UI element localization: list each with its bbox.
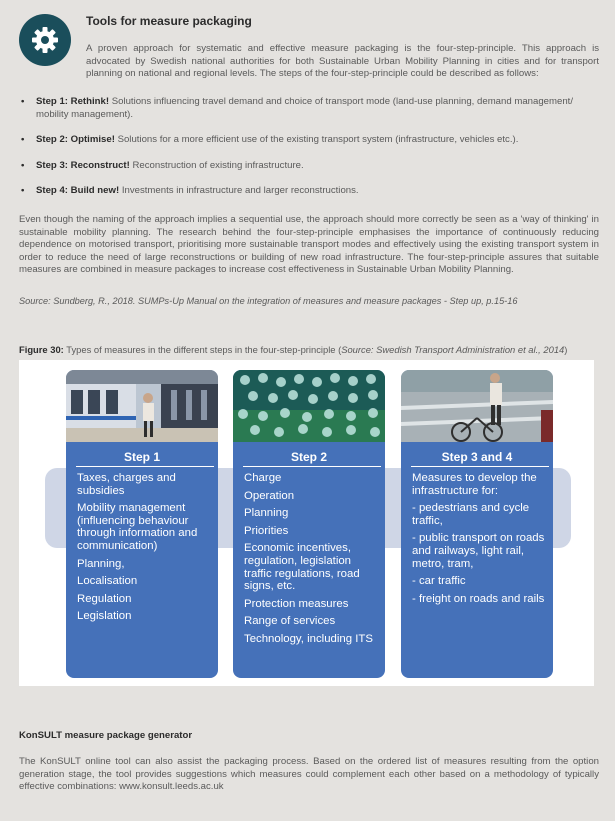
step-item-3 (19, 160, 599, 173)
panel-item: - car traffic (412, 575, 466, 588)
intro-text: A proven approach for systematic and effective measure packaging is the four-step-principle. This approach is advocated by Swedish national authorities for both Sustainable Urban Mobility Planning in cities and for transport planning on national and regional levels. The steps of the four-step-principle could be described as follows: (86, 43, 599, 80)
step-item-4 (19, 185, 599, 198)
panel-step-3-and-4 (401, 370, 553, 678)
panel-items (412, 472, 548, 610)
panel-item: - public transport on roads and railways, light rail, metro, tram, (412, 532, 545, 570)
panel-title: Step 2 (290, 450, 327, 464)
figure-caption-end: ) (564, 344, 568, 355)
box-title: Tools for measure packaging (86, 14, 252, 28)
panel-item: Measures to develop the infrastructure for: (412, 472, 537, 497)
panel-item: Charge (244, 472, 282, 484)
step-label: Step 4: Build new! (36, 185, 120, 197)
step-text: Investments in infrastructure and larger reconstructions. (119, 185, 359, 197)
step-item-1 (19, 96, 599, 121)
body-paragraph: Even though the naming of the approach implies a sequential use, the approach should more correctly be seen as a 'way of thinking' in sustainable mobility planning. The research behind the four-step-principle emphasises the importance of continuously reducing dependence on motorised transport, prioritising more sustainable transport modes and effectively using the existing transport system in order to reduce the need of large reconstructions or building of new road infrastructure. The four-step-principle assures that suitable measures are combined in measure packages to increase cost effectiveness in Sustainable Urban Mobility Planning. (19, 214, 599, 276)
train-platform-photo (66, 370, 218, 442)
panel-item: Range of services (244, 615, 336, 628)
panel-item: Taxes, charges and subsidies (77, 472, 176, 497)
panel-item: Planning, (77, 557, 125, 570)
network-icons-photo (233, 370, 385, 442)
cyclist-photo (401, 370, 553, 442)
panel-item: Mobility management (influencing behaviour through information and communication) (77, 502, 198, 552)
bullet: • (21, 159, 25, 171)
bullet: • (21, 134, 25, 146)
panel-item: Regulation (77, 592, 132, 605)
step-label: Step 1: Rethink! (36, 96, 110, 107)
konsult-title: KonSULT measure package generator (19, 730, 193, 741)
panel-item: Localisation (77, 575, 138, 588)
panel-item: - freight on roads and rails (412, 592, 545, 605)
panel-item: - pedestrians and cycle traffic, (412, 502, 530, 527)
figure-30 (19, 360, 594, 686)
panel-step-1 (66, 370, 218, 678)
figure-label: Figure 30: (19, 344, 64, 355)
step-label: Step 2: Optimise! (36, 134, 115, 146)
step-text: Reconstruction of existing infrastructure. (129, 159, 304, 171)
step-label: Step 3: Reconstruct! (36, 159, 130, 171)
panel-item: Priorities (244, 524, 289, 537)
panel-title: Step 3 and 4 (441, 450, 513, 464)
panel-item: Economic incentives, regulation, legislation traffic regulations, road signs, etc. (244, 542, 360, 593)
divider (76, 466, 214, 467)
panel-item: Planning (244, 507, 289, 520)
panel-item: Operation (244, 489, 295, 502)
panel-title: Step 1 (123, 450, 160, 464)
gear-badge (19, 14, 71, 66)
bullet: • (21, 185, 25, 197)
figure-caption-source: Source: Swedish Transport Administration et al., 2014 (341, 344, 565, 355)
step-text: Solutions influencing travel demand and choice of transport mode (land-use planning, demand management/ mobility management). (36, 96, 574, 120)
panel-item: Technology, including ITS (244, 632, 373, 645)
panel-items (244, 472, 380, 651)
bullet: • (21, 96, 25, 107)
divider (411, 466, 549, 467)
panel-item: Legislation (77, 610, 132, 623)
panel-step-2 (233, 370, 385, 678)
figure-caption-text: Types of measures in the different steps in the four-step-principle ( (63, 344, 342, 355)
panel-item: Protection measures (244, 597, 349, 610)
figure-caption (19, 344, 599, 355)
panel-items (77, 472, 213, 628)
step-text: Solutions for a more efficient use of the existing transport system (infrastructure, vehicles etc.). (114, 134, 519, 146)
source-citation: Source: Sundberg, R., 2018. SUMPs-Up Manual on the integration of measures and measure packages - Step up, p.15-16 (19, 296, 518, 306)
gear-icon (29, 24, 61, 56)
divider (243, 466, 381, 467)
step-list (19, 96, 599, 211)
konsult-text: The KonSULT online tool can also assist the packaging process. Based on the ordered list of measures resulting from the option generation stage, the tool provides suggestions which measures could complement each other based on a methodology of typically effective combinations: www.konsult.leeds.ac.uk (19, 756, 599, 793)
step-item-2 (19, 134, 599, 147)
